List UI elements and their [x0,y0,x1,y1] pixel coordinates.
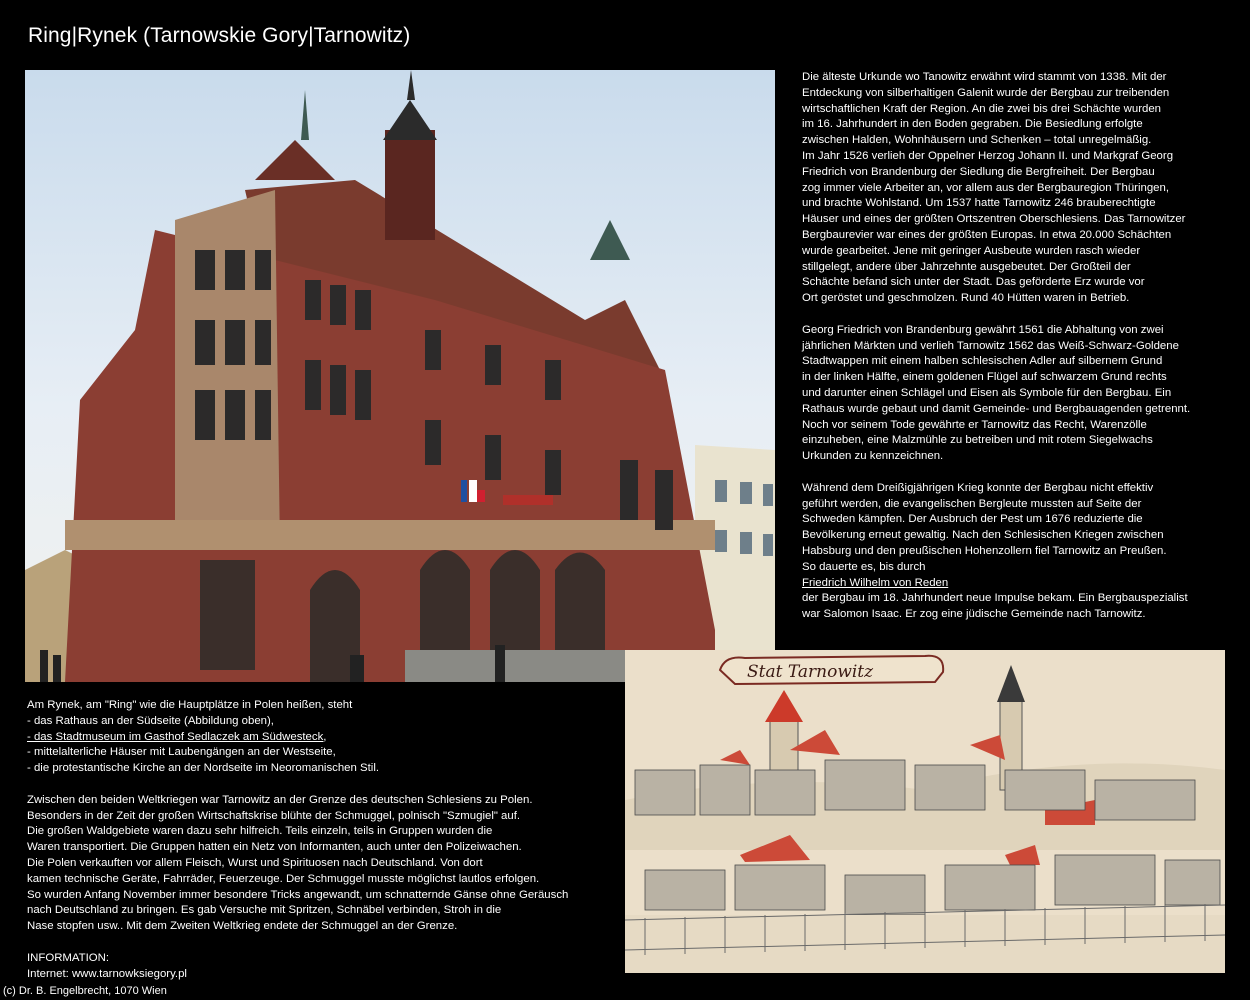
smuggling-line: Zwischen den beiden Weltkriegen war Tarnowitz an der Grenze des deutschen Schlesiens zu Polen. [27,793,533,806]
list-item-church: - die protestantische Kirche an der Nordseite im Neoromanischen Stil. [27,762,380,775]
history-line: der Bergbau im 18. Jahrhundert neue Impulse bekam. Ein Bergbauspezialist [802,592,1188,605]
history-line: Schweden kämpfen. Der Ausbruch der Pest um 1676 reduzierte die [802,513,1143,526]
history-line: Entdeckung von silberhaltigen Galenit wurde der Bergbau zur treibenden [802,86,1170,99]
history-line: Rathaus wurde gebaut und damit Gemeinde- und Bergbauagenden getrennt. [802,402,1191,415]
town-hall-photo [25,70,775,682]
history-text [802,70,1190,623]
rynek-text [27,698,568,982]
history-line: Ort geröstet und geschmolzen. Rund 40 Hütten waren in Betrieb. [802,292,1130,305]
history-line: Bergbaurevier war eines der größten Europas. In etwa 20.000 Schächten [802,228,1172,241]
history-line: einzuheben, eine Malzmühle zu betreiben und mit rotem Siegelwachs [802,434,1153,447]
paragraph-gap [802,465,1190,481]
history-line: Die älteste Urkunde wo Tanowitz erwähnt wird stammt von 1338. Mit der [802,71,1167,83]
copyright-footer: (c) Dr. B. Engelbrecht, 1070 Wien [3,985,167,997]
history-line: Häuser und eines der größten Ortszentren Oberschlesiens. Das Tarnowitzer [802,213,1186,226]
history-line: im 16. Jahrhundert in den Boden gegraben. Die Besiedlung erfolgte [802,118,1143,131]
museum-link[interactable]: - das Stadtmuseum im Gasthof Sedlaczek am Südwesteck, [27,730,327,743]
smuggling-line: So wurden Anfang November immer besondere Tricks angewandt, um schnatternde Gänse ohne Geräusch [27,888,569,901]
history-line: wurde gearbeitet. Jene mit geringer Ausbeute wurden rasch wieder [802,244,1141,257]
history-line: Bevölkerung erneut gewaltig. Nach den Schlesischen Kriegen zwischen [802,529,1164,542]
history-line: Urkunden zu kennzeichnen. [802,450,944,463]
list-item-town-hall: - das Rathaus an der Südseite (Abbildung oben), [27,714,274,727]
history-line: Georg Friedrich von Brandenburg gewährt 1561 die Abhaltung von zwei [802,323,1164,336]
painting-caption: Stat Tarnowitz [747,662,874,682]
history-line: und darunter einen Schlägel und Eisen als Symbole für den Bergbau. Ein [802,386,1172,399]
history-line: stillgelegt, andere über Jahrzehnte ausgebeutet. Der Großteil der [802,260,1131,273]
history-line: war Salomon Isaac. Er zog eine jüdische Gemeinde nach Tarnowitz. [802,608,1146,621]
history-line: Während dem Dreißigjährigen Krieg konnte der Bergbau nicht effektiv [802,481,1154,494]
history-line: jährlichen Märkten und verlieh Tarnowitz 1562 das Weiß-Schwarz-Goldene [802,339,1179,352]
paragraph-gap [802,307,1190,323]
info-label: INFORMATION: [27,951,110,964]
history-line: Schächte befand sich unter der Stadt. Das geförderte Erz wurde vor [802,276,1145,289]
smuggling-line: kamen technische Geräte, Fahrräder, Feuerzeuge. Der Schmuggel musste möglichst lautlos erfolgen. [27,872,540,885]
smuggling-line: Besonders in der Zeit der großen Wirtschaftskrise blühte der Schmuggel, polnisch "Szmugiel" auf. [27,809,521,822]
smuggling-line: nach Deutschland zu bringen. Es gab Versuche mit Spritzen, Schnäbel verbinden, Stroh in die [27,904,502,917]
history-line: So dauerte es, bis durch [802,560,926,573]
historic-town-painting [625,650,1225,973]
smuggling-line: Waren transportiert. Die Gruppen hatten ein Netz von Informanten, auch unter den Polizeiwachen. [27,841,522,854]
page-title: Ring|Rynek (Tarnowskie Gory|Tarnowitz) [28,24,411,47]
town-hall-illustration [25,70,775,682]
intro-line: Am Rynek, am "Ring" wie die Hauptplätze in Polen heißen, steht [27,699,353,711]
smuggling-line: Die Polen verkauften vor allem Fleisch, Wurst und Spirituosen nach Deutschland. Von dort [27,856,483,869]
list-item-houses: - mittelalterliche Häuser mit Laubengängen an der Westseite, [27,746,336,759]
history-line: geführt werden, die evangelischen Bergleute mussten auf Seite der [802,497,1142,510]
history-line: Noch vor seinem Tode gewährte er Tarnowitz das Recht, Warenzölle [802,418,1147,431]
town-painting-illustration [625,650,1225,973]
history-line: wirtschaftlichen Kraft der Region. An die zwei bis drei Schächte wurden [802,102,1161,115]
internet-line: Internet: www.tarnowksiegory.pl [27,967,187,980]
smuggling-line: Nase stopfen usw.. Mit dem Zweiten Weltkrieg endete der Schmuggel an der Grenze. [27,920,458,933]
smuggling-line: Die großen Waldgebiete waren dazu sehr hilfreich. Teils einzeln, teils in Gruppen wurden die [27,825,493,838]
history-line: in der linken Hälfte, einem goldenen Flügel auf schwarzem Grund rechts [802,371,1167,384]
history-line: zog immer viele Arbeiter an, vor allem aus der Bergbauregion Thüringen, [802,181,1170,194]
history-line: Habsburg und den preußischen Hohenzollern fiel Tarnowitz an Preußen. [802,544,1167,557]
history-line: Stadtwappen mit einem halben schlesischen Adler auf silbernem Grund [802,355,1163,368]
smuggling-paragraph [27,793,568,935]
history-line: Friedrich von Brandenburg der Siedlung die Bergfreiheit. Der Bergbau [802,165,1155,178]
reden-link[interactable]: Friedrich Wilhelm von Reden [802,576,949,589]
history-line: zwischen Halden, Wohnhäusern und Schenken – total unregelmäßig. [802,134,1152,147]
history-line: Im Jahr 1526 verlieh der Oppelner Herzog Johann II. und Markgraf Georg [802,149,1174,162]
history-line: und brachte Wohlstand. Um 1537 hatte Tarnowitz 246 brauberechtigte [802,197,1156,210]
